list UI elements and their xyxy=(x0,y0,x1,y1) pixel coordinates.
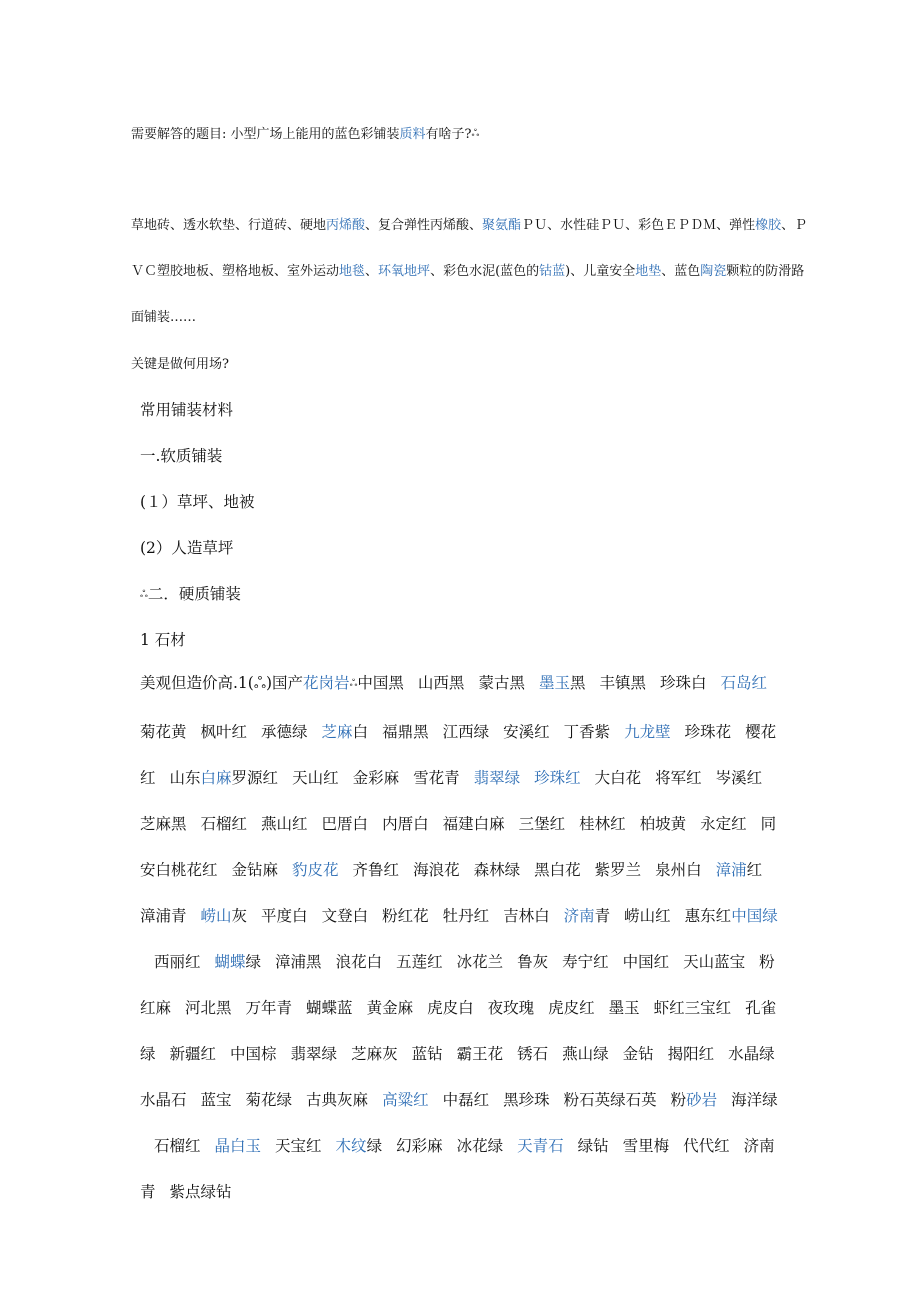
stone-name-text: 水晶绿 xyxy=(728,1045,775,1063)
stone-name-text: 芝麻黑 xyxy=(140,815,187,833)
heading-soft-paving: 一.软质铺装 xyxy=(140,447,223,465)
stone-name-text: 安溪红 xyxy=(503,723,550,741)
stone-name xyxy=(671,1091,732,1109)
stone-name xyxy=(564,907,625,925)
stone-name-text: 粉石英绿石英 xyxy=(563,1091,657,1109)
stone-name-text: 巴厝白 xyxy=(321,815,369,833)
stone-keyword[interactable]: 墨玉 xyxy=(538,674,570,692)
stone-name xyxy=(215,1137,276,1155)
stone-name-text: 枫叶红 xyxy=(200,723,248,741)
stone-name xyxy=(154,953,215,971)
stone-name xyxy=(721,674,782,692)
stone-name xyxy=(517,1045,562,1063)
stone-name xyxy=(457,1045,518,1063)
stone-name-text: 白 xyxy=(352,723,369,741)
stone-name xyxy=(599,674,660,692)
stone-name-text: 墨玉 xyxy=(608,999,640,1017)
stone-name-text: 平度白 xyxy=(261,907,308,925)
stone-name xyxy=(170,1045,231,1063)
stone-keyword[interactable]: 崂山 xyxy=(200,907,232,925)
stone-name-text: 五莲红 xyxy=(396,953,443,971)
keyword-link[interactable]: 陶瓷 xyxy=(700,264,727,279)
stone-name xyxy=(336,953,397,971)
key-question: 关键是做何用场? xyxy=(131,357,229,372)
stone-keyword[interactable]: 九龙壁 xyxy=(624,723,671,741)
stone-name-text: 漳浦青 xyxy=(140,907,187,925)
question-keyword: 质料 xyxy=(399,127,426,142)
stone-name-text: 内厝白 xyxy=(382,815,429,833)
stone-list xyxy=(140,660,790,1215)
stone-name xyxy=(548,999,609,1017)
answer-text: 、ＰＶＣ塑胶地板、塑格地板、室外运动 xyxy=(131,218,808,279)
stone-name xyxy=(230,1045,291,1063)
stone-name-text: 中国黑 xyxy=(357,674,404,692)
question-line xyxy=(131,112,811,159)
stone-name-text: 大白花 xyxy=(594,769,642,787)
stone-name xyxy=(261,907,322,925)
stone-name xyxy=(503,1091,564,1109)
stone-name-text: 福建白麻 xyxy=(442,815,505,833)
stone-name-text: 冰花兰 xyxy=(456,953,504,971)
stone-name-text: 珍珠花 xyxy=(684,723,732,741)
stone-name xyxy=(201,815,262,833)
stone-name-text: 岑溪红 xyxy=(715,769,763,787)
stone-name-text: 水晶石 xyxy=(140,1091,187,1109)
stone-name xyxy=(728,1045,789,1063)
stone-name xyxy=(517,1137,578,1155)
stone-name xyxy=(275,1137,336,1155)
stone-name xyxy=(443,723,504,741)
keyword-link[interactable]: 地毯 xyxy=(339,264,366,279)
stone-name xyxy=(660,674,721,692)
stone-name xyxy=(624,907,685,925)
stone-name-text: 灰 xyxy=(231,907,248,925)
stone-name-text: 菊花黄 xyxy=(140,723,187,741)
stone-name xyxy=(215,953,276,971)
answer-paragraph xyxy=(131,203,811,341)
stone-name xyxy=(140,723,201,741)
stone-name xyxy=(170,769,293,787)
stone-name xyxy=(474,769,535,787)
stone-name xyxy=(418,674,479,692)
stone-name-text: 黑珍珠 xyxy=(503,1091,550,1109)
stone-name-text: 锈石 xyxy=(517,1045,549,1063)
stone-name xyxy=(474,861,535,879)
stone-name-text: 紫罗兰 xyxy=(594,861,642,879)
stone-name-text: 芝麻灰 xyxy=(351,1045,398,1063)
keyword-link[interactable]: 钴蓝 xyxy=(539,264,566,279)
stone-name-text: 漳浦黑 xyxy=(275,953,322,971)
keyword-link[interactable]: 聚氨酯 xyxy=(482,218,522,233)
stone-name-text: 幻彩麻 xyxy=(396,1137,443,1155)
stone-name xyxy=(595,769,656,787)
stone-name-text: 粉红麻 xyxy=(140,953,775,1017)
stone-name xyxy=(427,999,488,1017)
stone-name-text: 齐鲁红 xyxy=(352,861,400,879)
stone-name xyxy=(519,815,580,833)
stone-name xyxy=(353,769,414,787)
stone-name-text: 雪里梅 xyxy=(622,1137,670,1155)
stone-keyword[interactable]: 豹皮花 xyxy=(292,861,339,879)
heading-hard-paving-text: 二．硬质铺装 xyxy=(147,585,241,603)
stone-name-text: 中磊红 xyxy=(442,1091,490,1109)
stone-name xyxy=(457,953,518,971)
item-artificial-turf: (2）人造草坪 xyxy=(140,539,234,557)
stone-name xyxy=(700,815,761,833)
stone-name xyxy=(322,815,383,833)
stone-name xyxy=(201,723,262,741)
stone-name-text: 三堡红 xyxy=(518,815,566,833)
stone-name xyxy=(303,674,357,692)
stone-name-text: 寿宁红 xyxy=(562,953,609,971)
stone-name-text: 中国红 xyxy=(622,953,670,971)
stone-name xyxy=(413,769,474,787)
stone-name-text: 黑白花 xyxy=(534,861,581,879)
stone-name-text: 文登白 xyxy=(321,907,369,925)
stone-name-text: 浪花白 xyxy=(335,953,383,971)
stone-keyword[interactable]: 芝麻 xyxy=(321,723,353,741)
stone-name-text: 蓝钻 xyxy=(411,1045,443,1063)
stone-name xyxy=(367,999,428,1017)
glyph-mark-icon: ஃ xyxy=(471,128,480,139)
stone-name-text: 古典灰麻 xyxy=(306,1091,369,1109)
stone-name-text: 蒙古黑 xyxy=(478,674,525,692)
stone-name xyxy=(503,907,564,925)
stone-name xyxy=(503,723,564,741)
stone-name xyxy=(443,815,519,833)
stone-name xyxy=(261,723,322,741)
stone-name xyxy=(517,953,562,971)
stone-name-text: 福鼎黑 xyxy=(382,723,429,741)
stone-name xyxy=(140,907,201,925)
stone-name-text: 虾红三宝红 xyxy=(653,999,732,1017)
stone-name-text: 黑 xyxy=(569,674,586,692)
stone-name xyxy=(292,861,353,879)
stone-name xyxy=(292,769,353,787)
answer-text: 、蓝色 xyxy=(661,264,701,279)
stone-name xyxy=(668,1045,729,1063)
keyword-link[interactable]: 环氧地坪 xyxy=(378,264,431,279)
stone-name-text: 济南青 xyxy=(140,1137,775,1201)
stone-name xyxy=(336,1137,397,1155)
glyph-mark-icon: ஃ xyxy=(349,678,358,689)
stone-keyword[interactable]: 白麻 xyxy=(200,769,232,787)
stone-name xyxy=(534,861,595,879)
stone-name-text: 永定红 xyxy=(700,815,747,833)
keyword-link[interactable]: 地垫 xyxy=(635,264,662,279)
stone-name-text: 燕山绿 xyxy=(562,1045,609,1063)
stone-name-text: 桂林红 xyxy=(579,815,626,833)
heading-stone: 1 石材 xyxy=(140,631,186,649)
stone-name xyxy=(443,1091,504,1109)
stone-name xyxy=(562,953,623,971)
answer-text: 草地砖、透水软垫、行道砖、硬地 xyxy=(131,218,327,233)
stone-name xyxy=(322,723,383,741)
stone-name xyxy=(306,1091,382,1109)
stone-name-text: 夜玫瑰 xyxy=(487,999,535,1017)
stone-name xyxy=(246,1091,307,1109)
stone-name xyxy=(154,1137,215,1155)
stone-name xyxy=(579,815,640,833)
stone-name-text: 海洋绿 xyxy=(731,1091,778,1109)
stone-name-text: 金钻 xyxy=(622,1045,654,1063)
stone-name xyxy=(457,1137,518,1155)
answer-text: 颗粒的防滑路面铺装…… xyxy=(131,264,805,325)
stone-name xyxy=(623,1045,668,1063)
stone-name-text: 紫点绿钻 xyxy=(169,1183,232,1201)
stone-name-text: 虎皮白 xyxy=(427,999,474,1017)
stone-name xyxy=(261,815,322,833)
stone-name-text: 承德绿 xyxy=(261,723,308,741)
stone-name-text: 山西黑 xyxy=(417,674,465,692)
stone-name xyxy=(564,723,625,741)
stone-name xyxy=(578,1137,623,1155)
stone-name-text: 江西绿 xyxy=(442,723,490,741)
stone-name-text: 燕山红 xyxy=(261,815,308,833)
stone-name-text: 森林绿 xyxy=(473,861,521,879)
answer-text: 、复合弹性丙烯酸、 xyxy=(365,218,483,233)
stone-name-text: 蝴蝶蓝 xyxy=(306,999,353,1017)
stone-name xyxy=(201,907,262,925)
stone-name-text: 山东 xyxy=(169,769,201,787)
stone-name-text: 同安白桃花红 xyxy=(140,815,777,879)
stone-name-text: 翡翠绿 xyxy=(290,1045,338,1063)
stone-name-text: 粉 xyxy=(670,1091,687,1109)
stone-name-text: 鲁灰 xyxy=(517,953,549,971)
stone-keyword[interactable]: 砂岩 xyxy=(686,1091,718,1109)
stone-name-text: 雪花青 xyxy=(413,769,460,787)
stone-name-text: 虎皮红 xyxy=(548,999,595,1017)
heading-common-materials: 常用铺装材料 xyxy=(140,401,234,419)
stone-name-text: 惠东红 xyxy=(684,907,732,925)
stone-name xyxy=(595,861,656,879)
stone-intro: 美观但造价高.1(ஃ)国产 xyxy=(140,674,304,692)
stone-name-text: 揭阳红 xyxy=(667,1045,715,1063)
stone-name-text: 金钻麻 xyxy=(231,861,279,879)
stone-name xyxy=(396,953,457,971)
stone-name xyxy=(140,1091,201,1109)
answer-text: ＰＵ、水性硅ＰＵ、彩色ＥＰＤＭ、弹性 xyxy=(521,218,756,233)
stone-name xyxy=(185,999,246,1017)
glyph-mark-icon: ஃ xyxy=(140,589,148,600)
answer-text: 、 xyxy=(365,264,379,279)
stone-keyword[interactable]: 蝴蝶 xyxy=(214,953,246,971)
stone-name xyxy=(685,723,746,741)
stone-name-text: 青 xyxy=(594,907,611,925)
stone-name-text: 绿钻 xyxy=(577,1137,609,1155)
answer-text: 、彩色水泥(蓝色的 xyxy=(430,264,540,279)
stone-name-text: 中国棕 xyxy=(230,1045,277,1063)
stone-keyword[interactable]: 木纹 xyxy=(335,1137,367,1155)
stone-name xyxy=(382,1091,443,1109)
stone-keyword[interactable]: 翡翠绿 xyxy=(473,769,521,787)
stone-name-text: 吉林白 xyxy=(503,907,550,925)
stone-name xyxy=(322,907,383,925)
stone-name xyxy=(140,815,201,833)
stone-name-text: 丁香紫 xyxy=(563,723,611,741)
stone-name-text: 金彩麻 xyxy=(352,769,400,787)
stone-keyword[interactable]: 石岛红 xyxy=(720,674,768,692)
stone-name xyxy=(306,999,367,1017)
stone-name-text: 柏坡黄 xyxy=(639,815,687,833)
stone-name-text: 天宝红 xyxy=(275,1137,322,1155)
stone-name xyxy=(683,953,759,971)
stone-name xyxy=(382,723,443,741)
stone-name-text: 牡丹红 xyxy=(442,907,490,925)
stone-keyword[interactable]: 济南 xyxy=(563,907,595,925)
stone-name-text: 粉红花 xyxy=(382,907,429,925)
stone-name xyxy=(564,1091,671,1109)
stone-name-text: 绿 xyxy=(245,953,262,971)
stone-name xyxy=(623,953,684,971)
stone-name xyxy=(351,1045,412,1063)
stone-name xyxy=(396,1137,457,1155)
stone-keyword[interactable]: 天青石 xyxy=(517,1137,564,1155)
stone-name-text: 樱花红 xyxy=(140,723,777,787)
stone-name-text: 蓝宝 xyxy=(200,1091,232,1109)
heading-hard-paving xyxy=(140,571,800,620)
stone-keyword[interactable]: 花岗岩 xyxy=(303,674,350,692)
stone-name-text: 崂山红 xyxy=(624,907,671,925)
stone-name xyxy=(382,907,443,925)
keyword-link[interactable]: 橡胶 xyxy=(755,218,782,233)
stone-keyword[interactable]: 漳浦 xyxy=(715,861,747,879)
stone-name xyxy=(654,999,746,1017)
stone-name xyxy=(640,815,701,833)
stone-name xyxy=(534,769,595,787)
stone-keyword[interactable]: 中国绿 xyxy=(731,907,778,925)
stone-name xyxy=(623,1137,684,1155)
stone-name xyxy=(624,723,685,741)
stone-name-text: 天山红 xyxy=(292,769,339,787)
stone-name xyxy=(291,1045,352,1063)
stone-name-text: 石榴红 xyxy=(200,815,248,833)
stone-name xyxy=(170,1183,246,1201)
stone-name xyxy=(275,953,336,971)
stone-name xyxy=(539,674,600,692)
stone-name-text: 代代红 xyxy=(683,1137,730,1155)
stone-name-text: 丰镇黑 xyxy=(599,674,646,692)
stone-name xyxy=(478,674,539,692)
stone-name-text: 孔雀绿 xyxy=(140,999,777,1063)
stone-name-text: 黄金麻 xyxy=(366,999,414,1017)
stone-name-text: 泉州白 xyxy=(655,861,702,879)
stone-name xyxy=(562,1045,623,1063)
stone-name xyxy=(655,769,716,787)
stone-name xyxy=(246,999,307,1017)
item-lawn: (１）草坪、地被 xyxy=(140,493,255,511)
stone-keyword[interactable]: 晶白玉 xyxy=(214,1137,262,1155)
stone-name-text: 万年青 xyxy=(245,999,293,1017)
question-prefix: 需要解答的题目: 小型广场上能用的蓝色彩铺装 xyxy=(131,127,400,142)
stone-name xyxy=(443,907,504,925)
stone-keyword[interactable]: 高粱红 xyxy=(382,1091,429,1109)
stone-name-text: 红 xyxy=(746,861,763,879)
stone-name-text: 石榴红 xyxy=(154,1137,201,1155)
stone-name xyxy=(353,861,414,879)
stone-name xyxy=(609,999,654,1017)
stone-name-text: 海浪花 xyxy=(413,861,460,879)
stone-name-text: 罗源红 xyxy=(231,769,279,787)
stone-keyword[interactable]: 珍珠红 xyxy=(534,769,581,787)
stone-name-text: 天山蓝宝 xyxy=(683,953,746,971)
stone-name-text: 菊花绿 xyxy=(245,1091,293,1109)
question-suffix: 有啥子? xyxy=(425,127,472,142)
keyword-link[interactable]: 丙烯酸 xyxy=(326,218,366,233)
stone-name-text: 冰花绿 xyxy=(456,1137,504,1155)
stone-name xyxy=(716,769,777,787)
stone-name-text: 绿 xyxy=(366,1137,383,1155)
stone-name-text: 西丽红 xyxy=(154,953,201,971)
stone-name-text: 珍珠白 xyxy=(660,674,707,692)
stone-name xyxy=(382,815,443,833)
stone-name-text: 新疆红 xyxy=(169,1045,217,1063)
stone-name xyxy=(412,1045,457,1063)
stone-name xyxy=(357,674,418,692)
stone-name xyxy=(716,861,777,879)
stone-name xyxy=(201,1091,246,1109)
stone-name xyxy=(683,1137,744,1155)
stone-name xyxy=(488,999,549,1017)
stone-name xyxy=(655,861,716,879)
stone-name-text: 霸王花 xyxy=(456,1045,504,1063)
stone-name-text: 将军红 xyxy=(655,769,702,787)
stone-name xyxy=(413,861,474,879)
answer-text: )、儿童安全 xyxy=(565,264,636,279)
stone-name-text: 河北黑 xyxy=(185,999,232,1017)
stone-name xyxy=(232,861,293,879)
